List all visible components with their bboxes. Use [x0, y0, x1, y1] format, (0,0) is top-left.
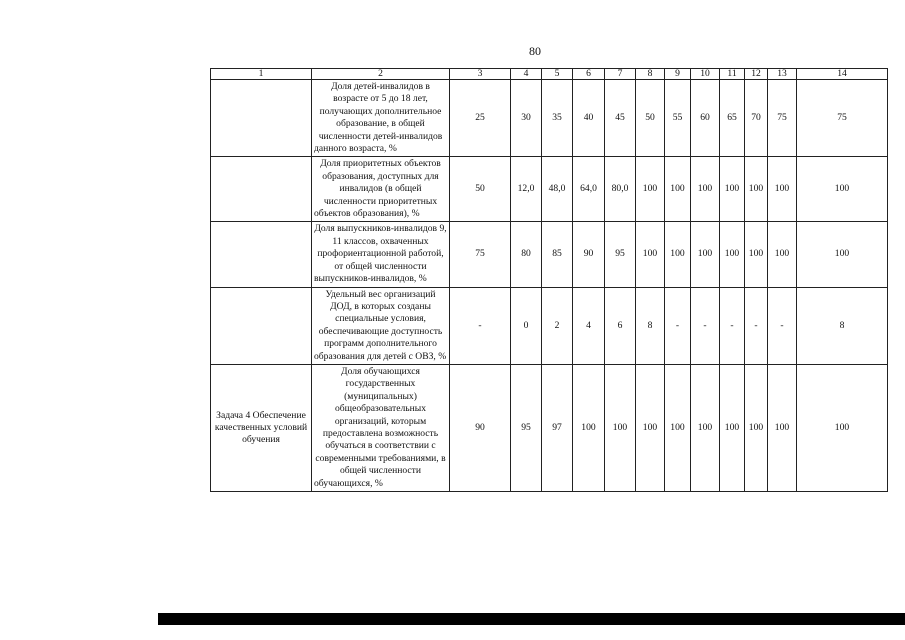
- value-cell: 100: [797, 157, 888, 222]
- value-cell: -: [665, 287, 691, 364]
- value-cell: 35: [542, 80, 573, 157]
- value-cell: 100: [768, 157, 797, 222]
- value-cell: 25: [450, 80, 511, 157]
- value-cell: -: [450, 287, 511, 364]
- value-cell: -: [691, 287, 720, 364]
- column-number: 6: [573, 69, 605, 80]
- indicator-cell: Доля обучающихся государственных (муниципальных) общеобразовательных организаций, которым предоставлена возможность обучаться в соответствии с современными требованиями, в общей численности обучающихся, %: [312, 364, 450, 491]
- column-number: 1: [211, 69, 312, 80]
- indicators-table: [210, 68, 888, 492]
- value-cell: 95: [605, 222, 636, 287]
- value-cell: 100: [745, 222, 768, 287]
- bottom-scan-bar: [158, 613, 905, 625]
- indicator-cell: Удельный вес организаций ДОД, в которых созданы специальные условия, обеспечивающие доступность программ дополнительного образования для детей с ОВЗ, %: [312, 287, 450, 364]
- value-cell: 100: [636, 222, 665, 287]
- value-cell: 60: [691, 80, 720, 157]
- column-number: 13: [768, 69, 797, 80]
- value-cell: 50: [450, 157, 511, 222]
- value-cell: 48,0: [542, 157, 573, 222]
- table-row: [211, 80, 888, 157]
- value-cell: 100: [797, 222, 888, 287]
- value-cell: -: [720, 287, 745, 364]
- value-cell: 8: [636, 287, 665, 364]
- value-cell: 75: [797, 80, 888, 157]
- value-cell: 100: [573, 364, 605, 491]
- value-cell: 100: [691, 364, 720, 491]
- value-cell: 100: [636, 364, 665, 491]
- value-cell: 70: [745, 80, 768, 157]
- column-number: 9: [665, 69, 691, 80]
- value-cell: 100: [665, 222, 691, 287]
- value-cell: 2: [542, 287, 573, 364]
- value-cell: 30: [511, 80, 542, 157]
- value-cell: 85: [542, 222, 573, 287]
- table-row: [211, 157, 888, 222]
- table-body: [211, 69, 888, 492]
- value-cell: 100: [605, 364, 636, 491]
- value-cell: 65: [720, 80, 745, 157]
- indicator-cell: Доля выпускников-инвалидов 9, 11 классов, охваченных профориентационной работой, от общей численности выпускников-инвалидов, %: [312, 222, 450, 287]
- page-number: 80: [529, 44, 541, 58]
- value-cell: 64,0: [573, 157, 605, 222]
- value-cell: 100: [665, 157, 691, 222]
- column-number: 8: [636, 69, 665, 80]
- value-cell: 95: [511, 364, 542, 491]
- column-number-row: [211, 69, 888, 80]
- task-cell: [211, 287, 312, 364]
- table-row: [211, 222, 888, 287]
- value-cell: 75: [768, 80, 797, 157]
- value-cell: 100: [636, 157, 665, 222]
- column-number: 5: [542, 69, 573, 80]
- indicator-cell: Доля детей-инвалидов в возрасте от 5 до 18 лет, получающих дополнительное образование, в общей численности детей-инвалидов данного возраста, %: [312, 80, 450, 157]
- value-cell: 90: [573, 222, 605, 287]
- task-cell: [211, 222, 312, 287]
- value-cell: 100: [720, 364, 745, 491]
- column-number: 12: [745, 69, 768, 80]
- value-cell: 100: [745, 157, 768, 222]
- column-number: 14: [797, 69, 888, 80]
- value-cell: 100: [665, 364, 691, 491]
- column-number: 4: [511, 69, 542, 80]
- value-cell: 55: [665, 80, 691, 157]
- column-number: 3: [450, 69, 511, 80]
- value-cell: 100: [720, 222, 745, 287]
- column-number: 10: [691, 69, 720, 80]
- value-cell: -: [745, 287, 768, 364]
- value-cell: 0: [511, 287, 542, 364]
- task-cell: [211, 157, 312, 222]
- value-cell: 75: [450, 222, 511, 287]
- value-cell: 40: [573, 80, 605, 157]
- value-cell: 6: [605, 287, 636, 364]
- value-cell: 100: [797, 364, 888, 491]
- value-cell: 8: [797, 287, 888, 364]
- column-number: 7: [605, 69, 636, 80]
- indicator-cell: Доля приоритетных объектов образования, доступных для инвалидов (в общей численности приоритетных объектов образования), %: [312, 157, 450, 222]
- value-cell: 80,0: [605, 157, 636, 222]
- value-cell: 100: [768, 222, 797, 287]
- column-number: 2: [312, 69, 450, 80]
- value-cell: 50: [636, 80, 665, 157]
- value-cell: 90: [450, 364, 511, 491]
- value-cell: 12,0: [511, 157, 542, 222]
- value-cell: 100: [691, 157, 720, 222]
- value-cell: 45: [605, 80, 636, 157]
- value-cell: 97: [542, 364, 573, 491]
- value-cell: 100: [745, 364, 768, 491]
- task-cell: [211, 80, 312, 157]
- value-cell: 80: [511, 222, 542, 287]
- table-row: [211, 364, 888, 491]
- value-cell: 4: [573, 287, 605, 364]
- value-cell: 100: [768, 364, 797, 491]
- value-cell: -: [768, 287, 797, 364]
- task-cell: Задача 4 Обеспечение качественных условий обучения: [211, 364, 312, 491]
- table-row: [211, 287, 888, 364]
- value-cell: 100: [691, 222, 720, 287]
- value-cell: 100: [720, 157, 745, 222]
- column-number: 11: [720, 69, 745, 80]
